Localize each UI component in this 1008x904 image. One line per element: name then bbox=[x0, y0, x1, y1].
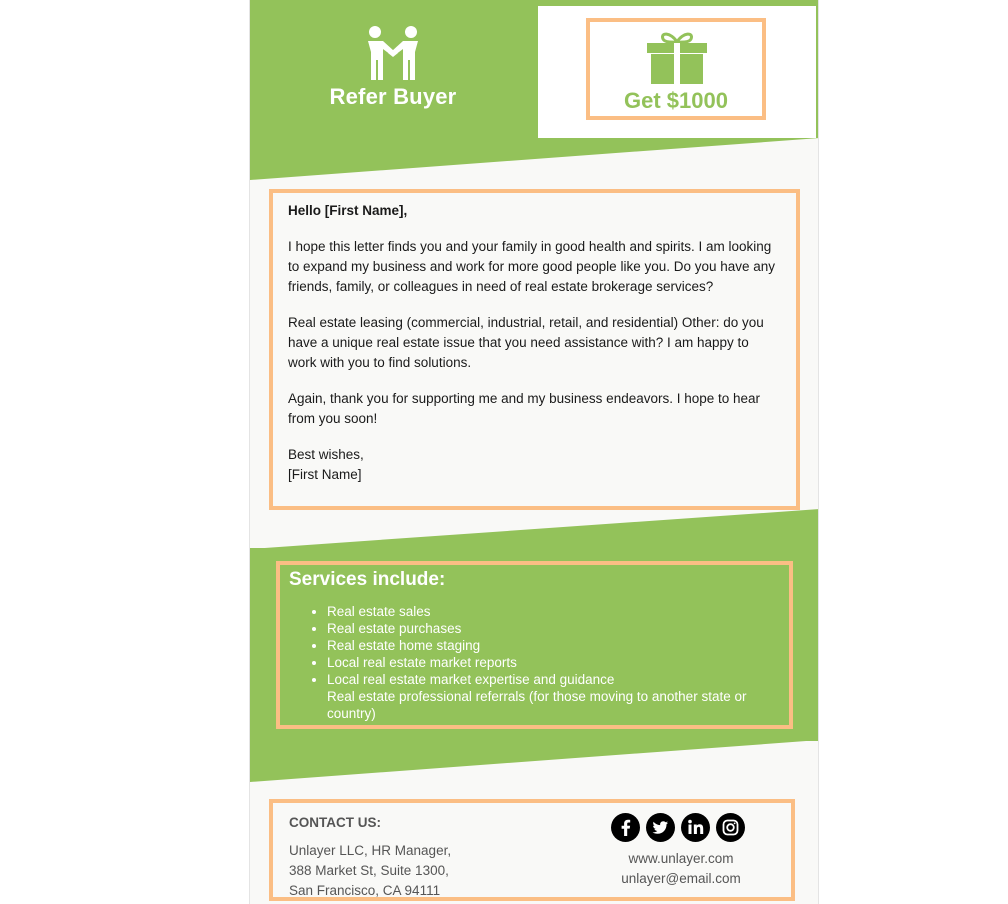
reward-box[interactable] bbox=[586, 18, 766, 120]
service-item: • Local real estate market reports bbox=[327, 654, 779, 671]
contact-address bbox=[289, 841, 451, 901]
handshake-icon bbox=[364, 26, 422, 80]
social-links bbox=[611, 813, 751, 841]
contact-box bbox=[269, 799, 795, 901]
service-item: • Real estate purchases bbox=[327, 620, 779, 637]
instagram-icon[interactable] bbox=[716, 813, 745, 842]
service-item: • Real estate home staging bbox=[327, 637, 779, 654]
get-reward-label: Get $1000 bbox=[624, 88, 728, 113]
letter-closing: Best wishes, bbox=[288, 447, 364, 462]
service-item: • Local real estate market expertise and guidance bbox=[327, 671, 779, 688]
header-diagonal-divider bbox=[250, 138, 819, 180]
linkedin-icon[interactable] bbox=[681, 813, 710, 842]
refer-buyer-panel bbox=[250, 0, 536, 138]
facebook-icon[interactable] bbox=[611, 813, 640, 842]
header-banner bbox=[250, 0, 819, 138]
address-line: Unlayer LLC, HR Manager, bbox=[289, 843, 452, 858]
service-item: • Real estate sales bbox=[327, 603, 779, 620]
services-box bbox=[276, 561, 793, 729]
contact-title: CONTACT US: bbox=[289, 815, 381, 830]
letter-paragraph-2: Real estate leasing (commercial, industrial, retail, and residential) Other: do you have a unique real estate issue that you need assistance with? I am happy to work with you to find solutions. bbox=[288, 315, 764, 370]
letter-paragraph-1: I hope this letter finds you and your family in good health and spirits. I am looking to expand my business and work for more good people like you. Do you have any friends, family, or colleagues in need of real estate brokerage services? bbox=[288, 239, 776, 294]
twitter-icon[interactable] bbox=[646, 813, 675, 842]
contact-website-link[interactable]: www.unlayer.com bbox=[628, 851, 734, 866]
email-container bbox=[249, 0, 819, 904]
refer-buyer-label: Refer Buyer bbox=[329, 84, 457, 109]
letter-signature: [First Name] bbox=[288, 467, 362, 482]
reward-panel bbox=[538, 6, 816, 138]
contact-email-link[interactable]: unlayer@email.com bbox=[621, 871, 741, 886]
letter-greeting: Hello [First Name], bbox=[288, 203, 408, 218]
services-bottom-diagonal bbox=[250, 740, 819, 782]
address-line: 388 Market St, Suite 1300, bbox=[289, 863, 449, 878]
gift-icon bbox=[646, 30, 708, 84]
letter-body bbox=[269, 189, 800, 510]
letter-paragraph-3: Again, thank you for supporting me and my business endeavors. I hope to hear from you soon! bbox=[288, 391, 761, 426]
address-line: San Francisco, CA 94111 bbox=[289, 883, 441, 898]
services-list bbox=[289, 603, 779, 722]
service-item: Real estate professional referrals (for those moving to another state or country) bbox=[327, 689, 747, 721]
services-title: Services include: bbox=[289, 569, 446, 590]
services-top-diagonal bbox=[250, 509, 819, 549]
